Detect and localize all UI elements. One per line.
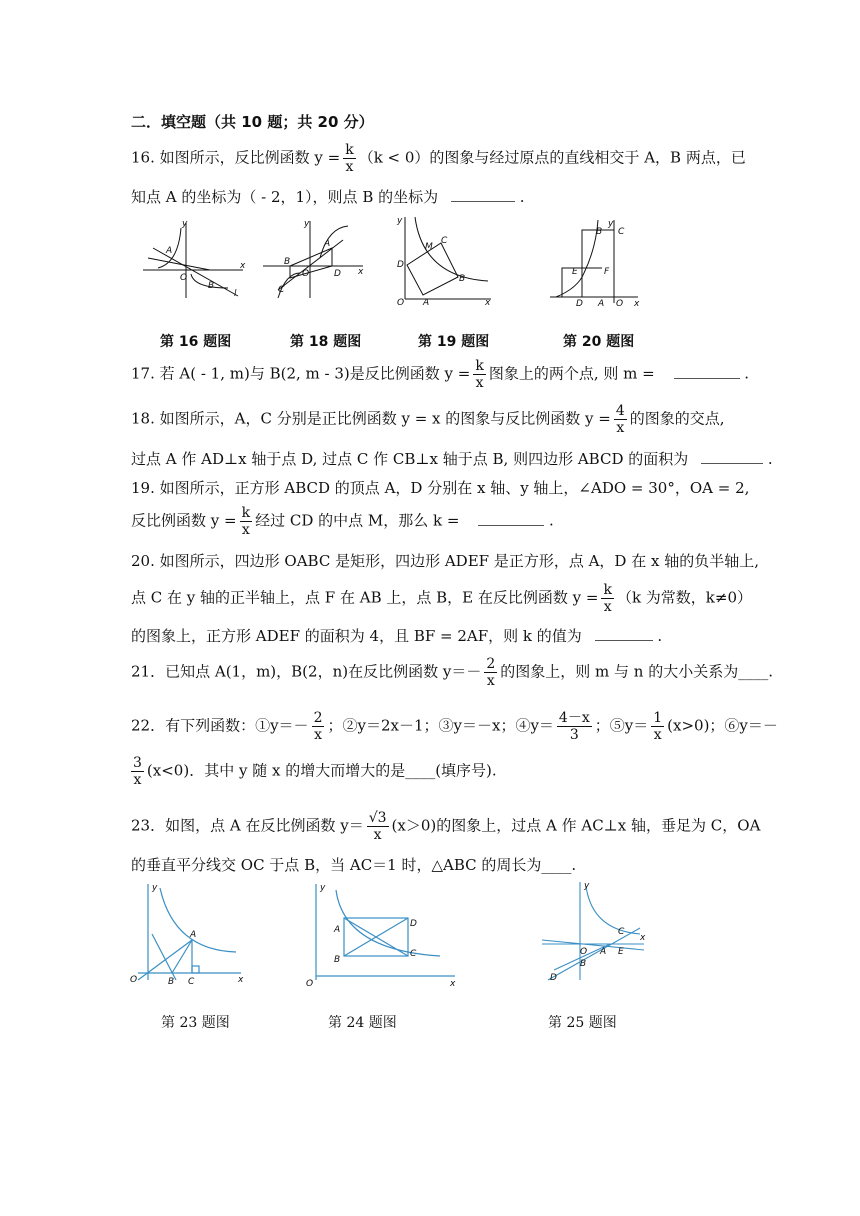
label: x xyxy=(238,975,244,985)
label: A xyxy=(600,947,607,957)
label: D xyxy=(550,973,557,983)
label: M xyxy=(425,242,433,252)
figure-23 xyxy=(126,880,246,990)
label: O xyxy=(302,269,310,279)
question-21: 21．已知点 A(1，m)，B(2，n)在反比例函数 y＝－ $\frac{2}{x}$ 的图象上，则 m 与 n 的大小关系为____. xyxy=(131,656,773,689)
label: x xyxy=(485,298,491,308)
answer-blank-19[interactable] xyxy=(478,513,544,526)
fraction: $\frac{3}{x}$ xyxy=(133,755,142,788)
label: x xyxy=(450,979,456,989)
label: x xyxy=(634,299,640,309)
label: D xyxy=(334,269,341,279)
label: y xyxy=(304,219,310,229)
label: C xyxy=(410,949,417,959)
label: O xyxy=(130,975,138,985)
figure-18 xyxy=(258,218,368,300)
answer-blank-18[interactable] xyxy=(701,451,763,464)
caption-fig-16: 第 16 题图 xyxy=(160,334,232,350)
question-23-line-2: 的垂直平分线交 OC 于点 B，当 AC＝1 时，△ABC 的周长为____. xyxy=(131,856,577,874)
question-18-line-2: 过点 A 作 AD⊥x 轴于点 D, 过点 C 作 CB⊥x 轴于点 B, 则四边形 ABCD 的面积为 . xyxy=(131,450,773,468)
label: A xyxy=(423,298,430,308)
figure-16 xyxy=(138,218,248,300)
label: B xyxy=(168,977,175,987)
label: B xyxy=(334,955,341,965)
fraction-k-over-x: $\frac{k}{x}$ xyxy=(241,505,251,538)
answer-blank-20[interactable] xyxy=(595,628,653,641)
answer-blank-17[interactable] xyxy=(674,366,740,379)
label: x xyxy=(640,933,646,943)
label: C xyxy=(278,285,285,295)
question-22-line-1: 22．有下列函数：①y＝－ $\frac{2}{x}$ ；②y＝2x－1；③y＝－x；④y＝ $\frac{4-x}{3}$ ；⑤y＝ $\frac{1}{x}$ (x>0)；⑥y＝－ xyxy=(131,710,778,743)
figure-19 xyxy=(393,215,493,307)
label: O xyxy=(580,947,588,957)
caption-fig-18: 第 18 题图 xyxy=(290,334,362,350)
label: B xyxy=(208,281,215,291)
section-title: 二．填空题（共 10 题；共 20 分） xyxy=(131,113,374,131)
label: D xyxy=(576,299,583,309)
label: y xyxy=(152,883,158,893)
question-22-line-2: $\frac{3}{x}$ (x<0)．其中 y 随 x 的增大而增大的是____(填序号). xyxy=(133,755,497,788)
label: A xyxy=(334,925,341,935)
label: O xyxy=(616,299,624,309)
label: E xyxy=(572,267,578,277)
label: C xyxy=(618,927,625,937)
figure-20 xyxy=(548,218,648,308)
label: B xyxy=(459,274,466,284)
question-19-line-1: 19. 如图所示，正方形 ABCD 的顶点 A，D 分别在 x 轴、y 轴上，∠ADO = 30°，OA = 2, xyxy=(131,479,750,497)
question-23-line-1: 23．如图，点 A 在反比例函数 y＝ $\frac{√3}{x}$ (x＞0)的图象上，过点 A 作 AC⊥x 轴，垂足为 C，OA xyxy=(131,810,761,843)
fraction: $\frac{1}{x}$ xyxy=(653,710,663,743)
label: A xyxy=(190,930,197,940)
fraction: $\frac{2}{x}$ xyxy=(313,710,323,743)
fraction: $\frac{4-x}{3}$ xyxy=(558,710,590,743)
fraction-k-over-x: $\frac{k}{x}$ xyxy=(345,142,354,175)
label: y xyxy=(584,881,590,891)
label: y xyxy=(397,216,403,226)
label: B xyxy=(596,227,603,237)
question-16-line-2: 知点 A 的坐标为（ - 2，1），则点 B 的坐标为 . xyxy=(131,188,525,206)
fraction-k-over-x: $\frac{k}{x}$ xyxy=(475,358,484,391)
label: O xyxy=(180,273,188,283)
question-20-line-2: 点 C 在 y 轴的正半轴上，点 F 在 AB 上，点 B，E 在反比例函数 y = $\frac{k}{x}$ （k 为常数，k≠0） xyxy=(131,582,752,615)
caption-fig-19: 第 19 题图 xyxy=(418,334,490,350)
fraction-k-over-x: $\frac{k}{x}$ xyxy=(603,582,612,615)
question-19-line-2: 反比例函数 y = $\frac{k}{x}$ 经过 CD 的中点 M，那么 k = . xyxy=(131,505,554,538)
caption-fig-23: 第 23 题图 xyxy=(161,1015,230,1031)
label: A xyxy=(324,239,331,249)
label: C xyxy=(618,227,625,237)
figure-24 xyxy=(300,880,460,990)
fraction-2-over-x: $\frac{2}{x}$ xyxy=(486,656,496,689)
caption-fig-24: 第 24 题图 xyxy=(328,1015,397,1031)
label: C xyxy=(441,236,448,246)
label: D xyxy=(410,919,417,929)
label: A xyxy=(166,246,173,256)
label: y xyxy=(182,219,188,229)
question-16-line-1: 16. 如图所示，反比例函数 y = $\frac{k}{x}$ （k < 0）的图象与经过原点的直线相交于 A，B 两点，已 xyxy=(131,142,746,175)
label: B xyxy=(284,257,291,267)
question-20-line-1: 20. 如图所示，四边形 OABC 是矩形，四边形 ADEF 是正方形，点 A，D 在 x 轴的负半轴上, xyxy=(131,552,759,570)
label: A xyxy=(598,299,605,309)
question-17: 17. 若 A( - 1, m)与 B(2, m - 3)是反比例函数 y = $\frac{k}{x}$ 图象上的两个点, 则 m = . xyxy=(131,358,750,391)
label: x xyxy=(240,261,246,271)
label: O xyxy=(397,298,405,308)
fraction-sqrt3-over-x: $\frac{√3}{x}$ xyxy=(368,810,387,843)
figure-25 xyxy=(540,880,650,985)
label: x xyxy=(358,267,364,277)
label: O xyxy=(306,979,314,989)
caption-fig-25: 第 25 题图 xyxy=(548,1015,617,1031)
label: B xyxy=(580,959,587,969)
fraction-4-over-x: $\frac{4}{x}$ xyxy=(615,403,625,436)
label: y xyxy=(608,219,614,229)
label: E xyxy=(618,947,624,957)
answer-blank-16[interactable] xyxy=(451,189,515,202)
label: C xyxy=(188,977,195,987)
label: l xyxy=(234,289,237,299)
question-20-line-3: 的图象上，正方形 ADEF 的面积为 4，且 BF = 2AF，则 k 的值为 . xyxy=(131,627,663,645)
caption-fig-20: 第 20 题图 xyxy=(563,334,635,350)
question-18-line-1: 18. 如图所示，A，C 分别是正比例函数 y = x 的图象与反比例函数 y = $\frac{4}{x}$ 的图象的交点, xyxy=(131,403,725,436)
label: y xyxy=(320,883,326,893)
label: D xyxy=(397,260,404,270)
label: F xyxy=(604,267,610,277)
